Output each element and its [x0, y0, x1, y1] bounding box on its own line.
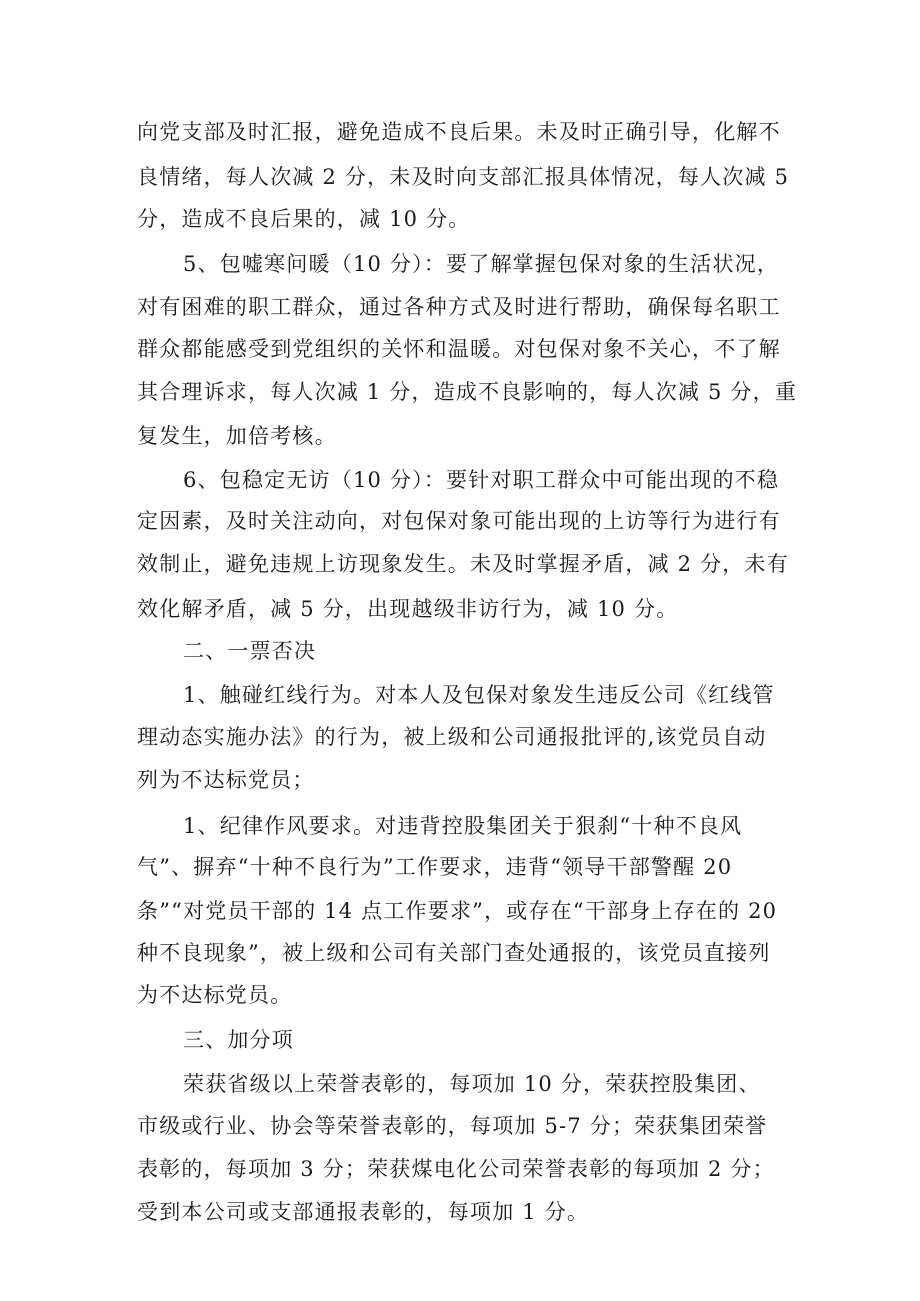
text-line-24: 市级或行业、协会等荣誉表彰的，每项加 5-7 分；荣获集团荣誉: [137, 1114, 768, 1138]
text-line-20: 种不良现象”，被上级和公司有关部门查处通报的，该党员直接列: [137, 941, 771, 965]
text-line-6: 群众都能感受到党组织的关怀和温暖。对包保对象不关心，不了解: [137, 337, 781, 361]
text-line-11: 效制止，避免违规上访现象发生。未及时掌握矛盾，减 2 分，未有: [137, 552, 789, 576]
text-line-3: 分，造成不良后果的，减 10 分。: [137, 207, 471, 231]
text-line-16: 列为不达标党员；: [137, 768, 315, 792]
text-line-18: 气”、摒弃“十种不良行为”工作要求，违背“领导干部警醒 20: [137, 855, 733, 879]
text-line-2: 良情绪，每人次减 2 分，未及时向支部汇报具体情况，每人次减 5: [137, 165, 790, 189]
text-line-5: 对有困难的职工群众，通过各种方式及时进行帮助，确保每名职工: [137, 295, 781, 319]
text-line-8: 复发生，加倍考核。: [137, 424, 337, 448]
bonus-line-1: 荣获省级以上荣誉表彰的，每项加 10 分，荣获控股集团、: [183, 1072, 761, 1096]
item-6-heading-line: 6、包稳定无访（10 分）：要针对职工群众中可能出现的不稳: [183, 468, 780, 492]
item-5-heading-line: 5、包嘘寒问暖（10 分）：要了解掌握包保对象的生活状况，: [183, 252, 780, 276]
text-line-1: 向党支部及时汇报，避免造成不良后果。未及时正确引导，化解不: [137, 120, 781, 144]
text-line-19: 条”“对党员干部的 14 点工作要求”，或存在“干部身上存在的 20: [137, 899, 778, 923]
text-line-7: 其合理诉求，每人次减 1 分，造成不良影响的，每人次减 5 分，重: [137, 380, 798, 404]
section-heading-bonus: 三、加分项: [183, 1028, 294, 1052]
text-line-15: 理动态实施办法》的行为，被上级和公司通报批评的,该党员自动: [137, 725, 767, 749]
veto-item-1-line: 1、触碰红线行为。对本人及包保对象发生违反公司《红线管: [183, 683, 775, 707]
text-line-10: 定因素，及时关注动向，对包保对象可能出现的上访等行为进行有: [137, 509, 781, 533]
veto-item-2-line: 1、纪律作风要求。对违背控股集团关于狠刹“十种不良风: [183, 814, 743, 838]
section-heading-veto: 二、一票否决: [183, 639, 317, 663]
text-line-26: 受到本公司或支部通报表彰的，每项加 1 分。: [137, 1200, 590, 1224]
text-line-25: 表彰的，每项加 3 分；荣获煤电化公司荣誉表彰的每项加 2 分；: [137, 1157, 775, 1181]
text-line-12: 效化解矛盾，减 5 分，出现越级非访行为，减 10 分。: [137, 597, 679, 621]
text-line-21: 为不达标党员。: [137, 983, 293, 1007]
